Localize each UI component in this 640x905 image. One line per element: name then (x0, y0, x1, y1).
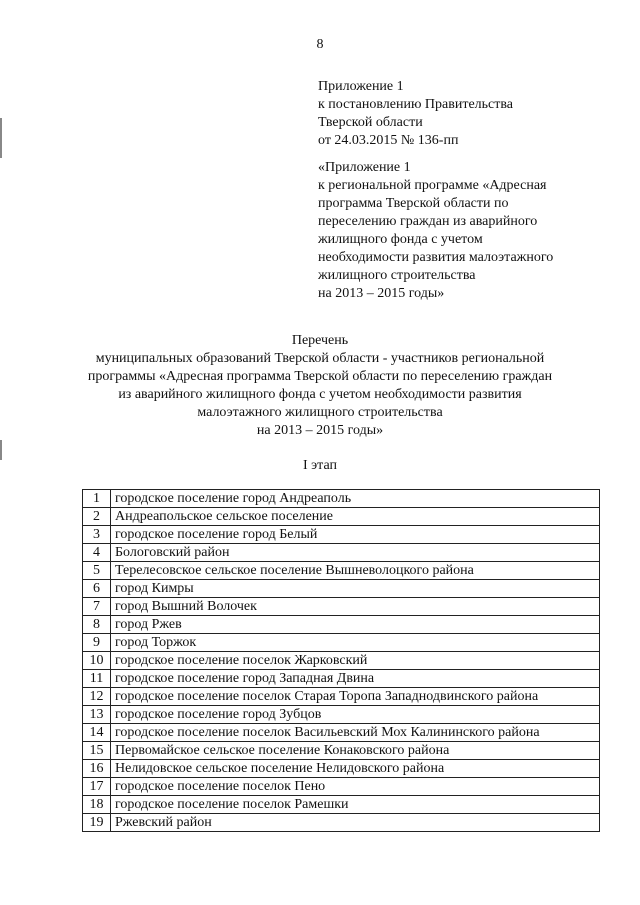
appendix-header (318, 78, 618, 150)
municipalities-table (82, 489, 600, 832)
row-number: 6 (83, 580, 111, 598)
row-number: 19 (83, 814, 111, 832)
appendix-line: к региональной программе «Адресная (318, 178, 547, 193)
row-name: городское поселение поселок Васильевский Мох Калининского района (111, 724, 600, 742)
scan-edge-mark (0, 118, 2, 158)
row-name: Ржевский район (111, 814, 600, 832)
document-title (40, 332, 600, 440)
table-row (83, 796, 600, 814)
appendix-line: от 24.03.2015 № 136-пп (318, 133, 459, 148)
row-number: 2 (83, 508, 111, 526)
title-line: на 2013 – 2015 годы» (256, 423, 384, 438)
row-name: городское поселение поселок Жарковский (111, 652, 600, 670)
table-row (83, 778, 600, 796)
page-number: 8 (316, 37, 324, 52)
table-row (83, 580, 600, 598)
appendix-line: на 2013 – 2015 годы» (318, 286, 445, 301)
table-row (83, 508, 600, 526)
row-number: 13 (83, 706, 111, 724)
row-name: городское поселение город Западная Двина (111, 670, 600, 688)
row-number: 16 (83, 760, 111, 778)
appendix-line: к постановлению Правительства (318, 97, 514, 112)
table-row (83, 688, 600, 706)
row-name: Андреапольское сельское поселение (111, 508, 600, 526)
row-number: 18 (83, 796, 111, 814)
row-number: 8 (83, 616, 111, 634)
row-name: городское поселение поселок Рамешки (111, 796, 600, 814)
appendix-line: необходимости развития малоэтажного (318, 250, 554, 265)
row-name: город Торжок (111, 634, 600, 652)
table-row (83, 742, 600, 760)
row-number: 14 (83, 724, 111, 742)
appendix-line: Тверской области (318, 115, 423, 130)
title-line: Перечень (291, 333, 349, 348)
row-name: Первомайское сельское поселение Конаковского района (111, 742, 600, 760)
row-name: Нелидовское сельское поселение Нелидовского района (111, 760, 600, 778)
appendix-line: переселению граждан из аварийного (318, 214, 538, 229)
row-name: город Вышний Волочек (111, 598, 600, 616)
table-row (83, 490, 600, 508)
table-row (83, 724, 600, 742)
row-number: 11 (83, 670, 111, 688)
row-number: 15 (83, 742, 111, 760)
row-number: 5 (83, 562, 111, 580)
appendix-line: программа Тверской области по (318, 196, 509, 211)
row-number: 3 (83, 526, 111, 544)
program-appendix-header (318, 159, 618, 303)
row-number: 10 (83, 652, 111, 670)
row-number: 9 (83, 634, 111, 652)
row-name: город Кимры (111, 580, 600, 598)
title-line: муниципальных образований Тверской области - участников региональной (95, 351, 545, 366)
row-number: 12 (83, 688, 111, 706)
row-number: 1 (83, 490, 111, 508)
row-name: Бологовский район (111, 544, 600, 562)
row-name: городское поселение город Зубцов (111, 706, 600, 724)
table-row (83, 616, 600, 634)
title-line: программы «Адресная программа Тверской области по переселению граждан (87, 369, 553, 384)
row-name: городское поселение город Белый (111, 526, 600, 544)
table-row (83, 706, 600, 724)
row-name: Терелесовское сельское поселение Вышневолоцкого района (111, 562, 600, 580)
table-row (83, 760, 600, 778)
row-number: 4 (83, 544, 111, 562)
scan-edge-mark (0, 440, 2, 460)
row-number: 17 (83, 778, 111, 796)
table-row (83, 652, 600, 670)
table-row (83, 670, 600, 688)
table-row (83, 814, 600, 832)
title-line: из аварийного жилищного фонда с учетом необходимости развития (118, 387, 522, 402)
appendix-line: Приложение 1 (318, 79, 404, 94)
row-name: город Ржев (111, 616, 600, 634)
row-number: 7 (83, 598, 111, 616)
table-row (83, 634, 600, 652)
row-name: городское поселение поселок Старая Торопа Западнодвинского района (111, 688, 600, 706)
appendix-line: «Приложение 1 (318, 160, 411, 175)
stage-label: I этап (303, 458, 337, 473)
table-row (83, 562, 600, 580)
table-row (83, 544, 600, 562)
table-row (83, 526, 600, 544)
table-row (83, 598, 600, 616)
title-line: малоэтажного жилищного строительства (197, 405, 443, 420)
appendix-line: жилищного фонда с учетом (318, 232, 483, 247)
row-name: городское поселение поселок Пено (111, 778, 600, 796)
appendix-line: жилищного строительства (318, 268, 476, 283)
row-name: городское поселение город Андреаполь (111, 490, 600, 508)
